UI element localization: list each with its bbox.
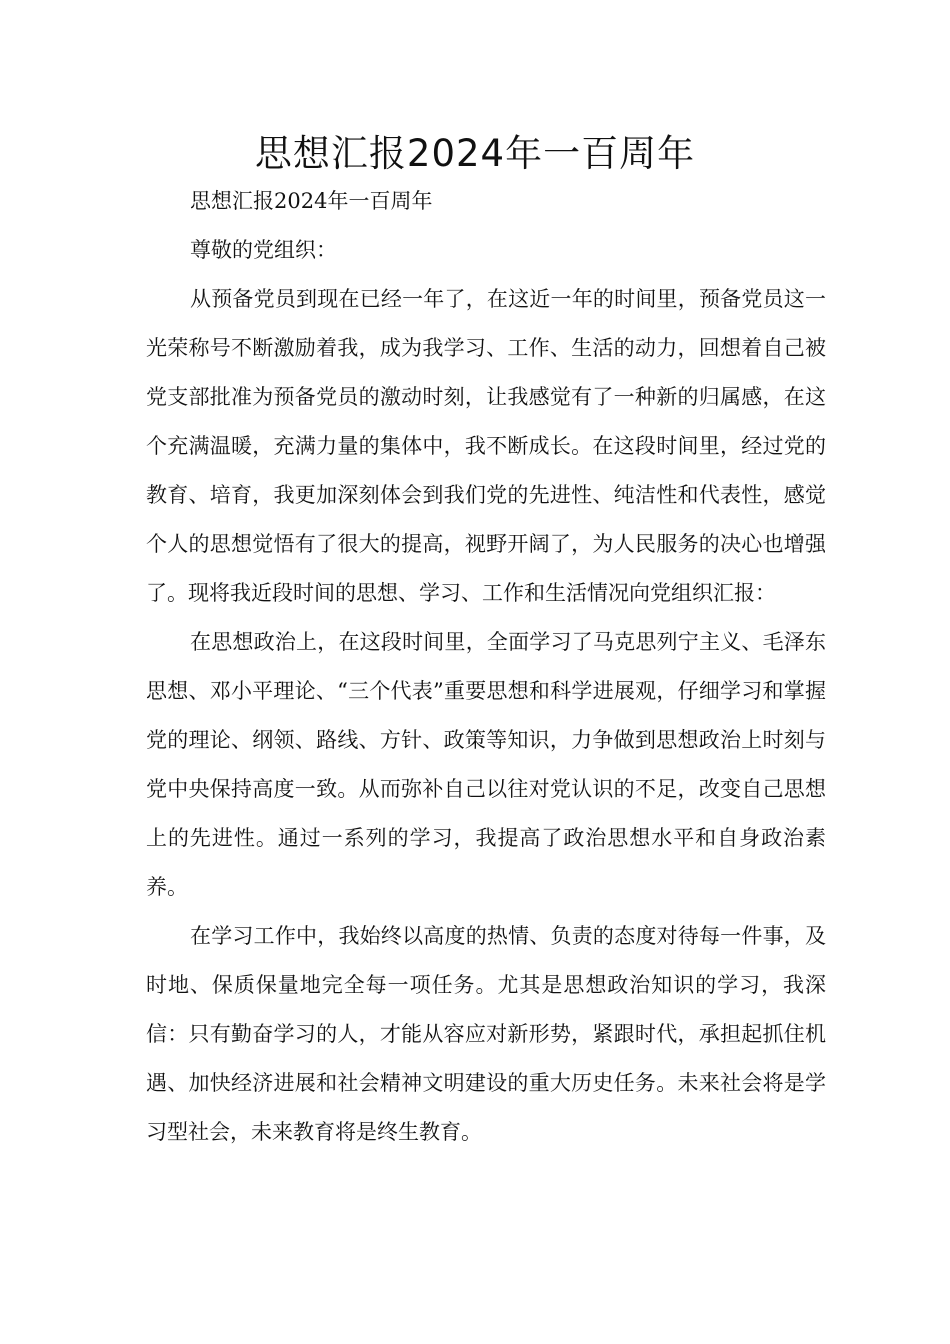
document-body <box>146 177 826 1157</box>
document-title: 思想汇报2024年一百周年 <box>254 132 696 175</box>
salutation: 尊敬的党组织： <box>190 238 337 262</box>
document-subtitle: 思想汇报2024年一百周年 <box>190 189 433 213</box>
paragraph: 在学习工作中，我始终以高度的热情、负责的态度对待每一件事，及时地、保质保量地完全每一项任务。尤其是思想政治知识的学习，我深信：只有勤奋学习的人，才能从容应对新形势，紧跟时代，承担起抓住机遇、加快经济进展和社会精神文明建设的重大历史任务。未来社会将是学习型社会，未来教育将是终生教育。 <box>146 924 826 1144</box>
paragraph: 从预备党员到现在已经一年了，在这近一年的时间里，预备党员这一光荣称号不断激励着我，成为我学习、工作、生活的动力，回想着自己被党支部批准为预备党员的激动时刻，让我感觉有了一种新的归属感，在这个充满温暖，充满力量的集体中，我不断成长。在这段时间里，经过党的教育、培育，我更加深刻体会到我们党的先进性、纯洁性和代表性，感觉个人的思想觉悟有了很大的提高，视野开阔了，为人民服务的决心也增强了。现将我近段时间的思想、学习、工作和生活情况向党组织汇报： <box>146 287 826 605</box>
paragraph: 在思想政治上，在这段时间里，全面学习了马克思列宁主义、毛泽东思想、邓小平理论、“三个代表”重要思想和科学进展观，仔细学习和掌握党的理论、纲领、路线、方针、政策等知识，力争做到思想政治上时刻与党中央保持高度一致。从而弥补自己以往对党认识的不足，改变自己思想上的先进性。通过一系列的学习，我提高了政治思想水平和自身政治素养。 <box>146 630 826 899</box>
